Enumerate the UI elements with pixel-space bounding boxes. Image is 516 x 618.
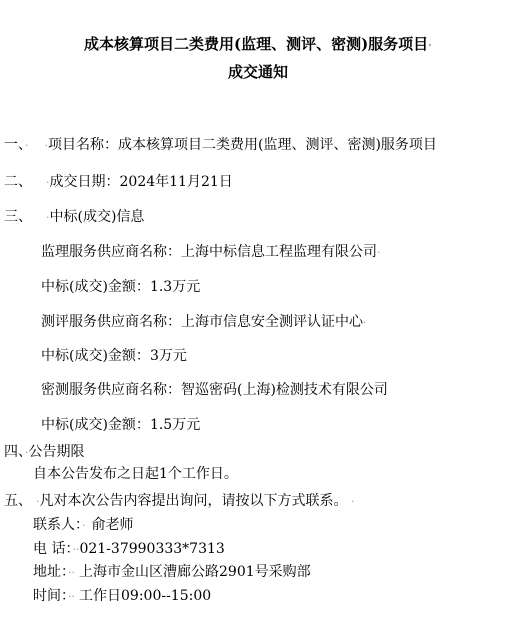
tab-mark: · [25,446,29,459]
tab-mark: · [347,495,355,508]
deal-date: 2024年11月21日 [119,174,233,190]
paragraph-mark: · [363,316,367,329]
section-5 [4,492,355,510]
evaluation-supplier [41,313,367,331]
amount-value: 3万元 [149,348,187,364]
contact-phone [33,540,225,558]
section-4 [4,443,85,461]
contact-label: 联系人： [33,517,82,533]
supervision-supplier [41,243,381,261]
contact-value: 工作日09:00--15:00 [79,588,212,604]
supervision-amount [41,278,200,296]
tab-mark: · [82,519,86,532]
tab-mark: · [25,139,29,152]
crypto-amount [41,416,200,434]
amount-value: 1.3万元 [149,279,201,295]
section-1-number: 一、 [4,137,25,153]
contact-value: 俞老师 [91,517,134,533]
contact-hours [33,587,211,605]
section-4-number: 四、 [4,444,25,460]
contact-label: 电 话： [33,541,73,557]
supplier-name: 上海市信息安全测评认证中心 [181,314,363,330]
tab-mark: · [44,139,48,152]
supplier-label: 监理服务供应商名称： [41,244,181,260]
paragraph-mark: · [428,39,433,52]
tab-mark: · [46,211,50,224]
supplier-name: 智巡密码(上海)检测技术有限公司 [181,382,388,398]
section-1-label: 项目名称： [48,137,118,153]
supplier-label: 测评服务供应商名称： [41,314,181,330]
tab-mark: ·· [68,590,75,603]
tab-mark: · [46,176,50,189]
paragraph-mark: · [377,246,381,259]
contact-value: 上海市金山区漕廊公路2901号采购部 [79,564,311,580]
amount-label: 中标(成交)金额： [41,348,150,364]
tab-mark: ·· [68,566,75,579]
contact-person [33,516,134,534]
contact-value: 021-37990333*7313 [79,541,225,557]
notice-title-line2: 成交通知 [227,63,288,81]
tab-mark: ·· [72,543,80,556]
amount-value: 1.5万元 [149,417,201,433]
tab-mark: · [36,495,40,508]
notice-title-text: 成本核算项目二类费用(监理、测评、密测)服务项目 [83,35,429,53]
section-1 [4,136,437,154]
amount-label: 中标(成交)金额： [41,279,150,295]
section-3 [4,208,144,226]
section-3-label: 中标(成交)信息 [49,209,145,225]
section-4-label: 公告期限 [28,444,85,460]
section-5-number: 五、 [4,493,32,509]
evaluation-amount [41,347,187,365]
amount-label: 中标(成交)金额： [41,417,150,433]
project-name: 成本核算项目二类费用(监理、测评、密测)服务项目 [118,137,437,153]
section-5-label: 凡对本次公告内容提出询问，请按以下方式联系。 [39,493,348,509]
contact-label: 地址： [33,564,68,580]
supplier-label: 密测服务供应商名称： [41,382,181,398]
supplier-name: 上海中标信息工程监理有限公司 [181,244,377,260]
section-2-number: 二、 [4,174,32,190]
section-2 [4,173,233,191]
section-2-label: 成交日期： [49,174,120,190]
section-3-number: 三、 [4,209,32,225]
contact-label: 时间： [33,588,68,604]
crypto-supplier [41,381,388,399]
contact-address [33,563,311,581]
notice-title-line1 [0,34,516,56]
notice-period: 自本公告发布之日起1个工作日。 [33,466,238,482]
